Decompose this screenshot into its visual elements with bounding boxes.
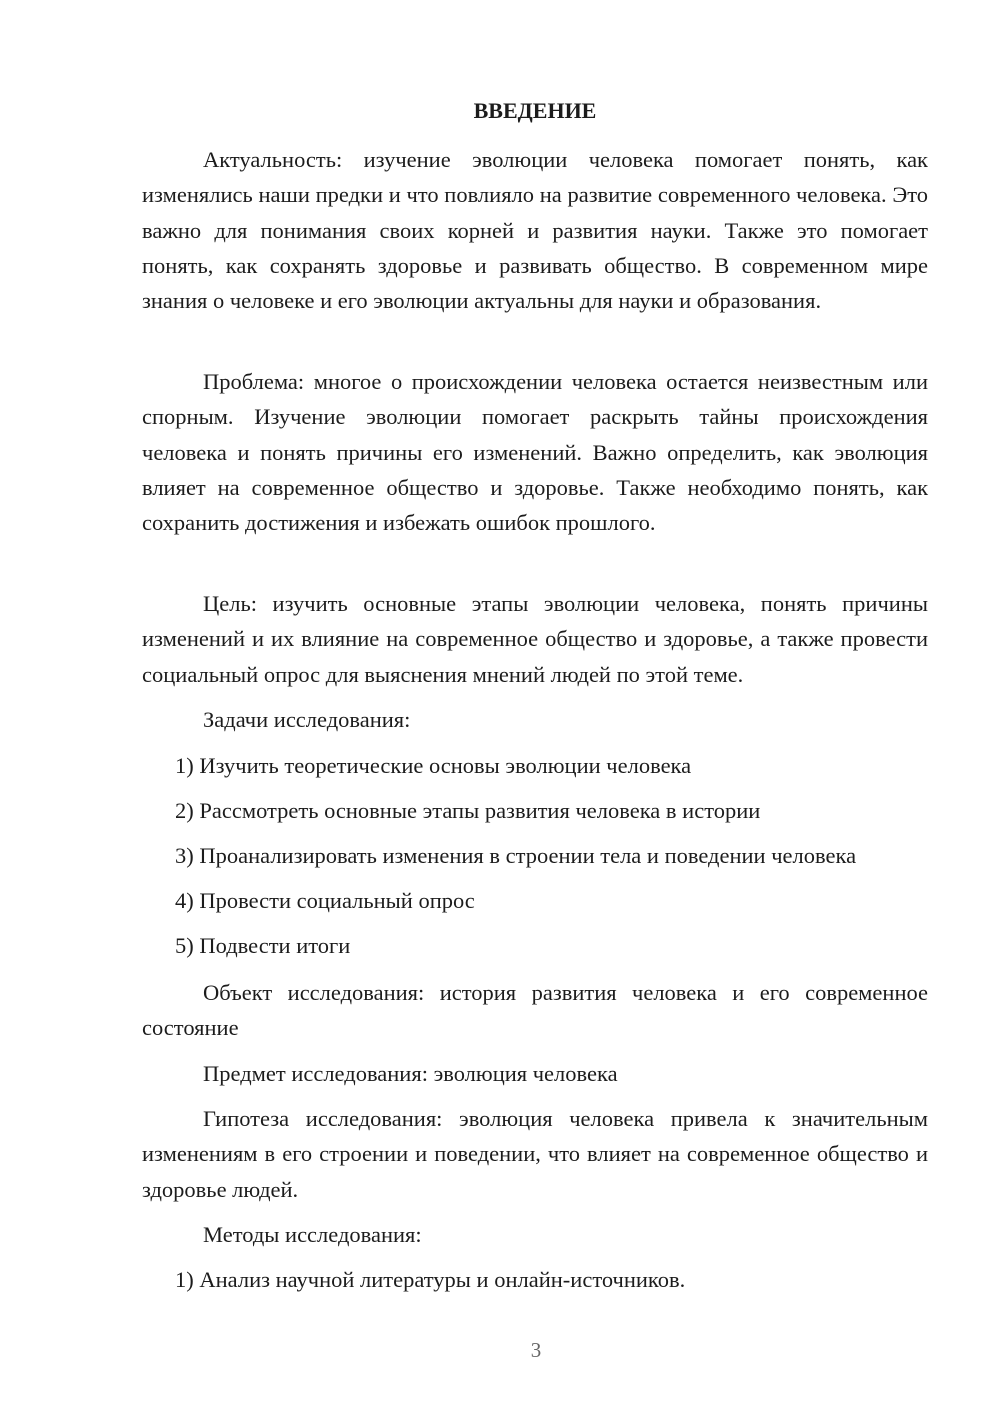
list-item-method-1: 1) Анализ научной литературы и онлайн-источников.: [175, 1267, 686, 1292]
list-item-task-2: 2) Рассмотреть основные этапы развития человека в истории: [175, 798, 761, 823]
list-item-task-4: 4) Провести социальный опрос: [175, 888, 475, 913]
page-number: 3: [530, 1338, 542, 1362]
paragraph-goal: Цель: изучить основные этапы эволюции человека, понять причины изменений и их влияние на современное общество и здоровье, а также провести социальный опрос для выяснения мнений людей по этой теме.: [142, 591, 928, 687]
paragraph-methods-heading: Методы исследования:: [203, 1222, 422, 1247]
paragraph-hypothesis: Гипотеза исследования: эволюция человека привела к значительным изменениям в его строении и поведении, что влияет на современное общество и здоровье людей.: [142, 1106, 928, 1202]
list-item-task-1: 1) Изучить теоретические основы эволюции человека: [175, 753, 692, 778]
paragraph-subject: Предмет исследования: эволюция человека: [203, 1061, 618, 1086]
list-item-task-5: 5) Подвести итоги: [175, 933, 351, 958]
page-title: ВВЕДЕНИЕ: [473, 98, 597, 123]
paragraph-problem: Проблема: многое о происхождении человека остается неизвестным или спорным. Изучение эволюции помогает раскрыть тайны происхождения человека и понять причины его изменений. Важно определить, как эволюция влияет на современное общество и здоровье. Также необходимо понять, как сохранить достижения и избежать ошибок прошлого.: [142, 369, 928, 536]
list-item-task-3: 3) Проанализировать изменения в строении тела и поведении человека: [175, 843, 857, 868]
paragraph-tasks-heading: Задачи исследования:: [203, 707, 411, 732]
paragraph-object: Объект исследования: история развития человека и его современное состояние: [142, 980, 928, 1041]
paragraph-relevance: Актуальность: изучение эволюции человека помогает понять, как изменялись наши предки и что повлияло на развитие современного человека. Это важно для понимания своих корней и развития науки. Также это помогает понять, как сохранять здоровье и развивать общество. В современном мире знания о человеке и его эволюции актуальны для науки и образования.: [142, 147, 928, 314]
